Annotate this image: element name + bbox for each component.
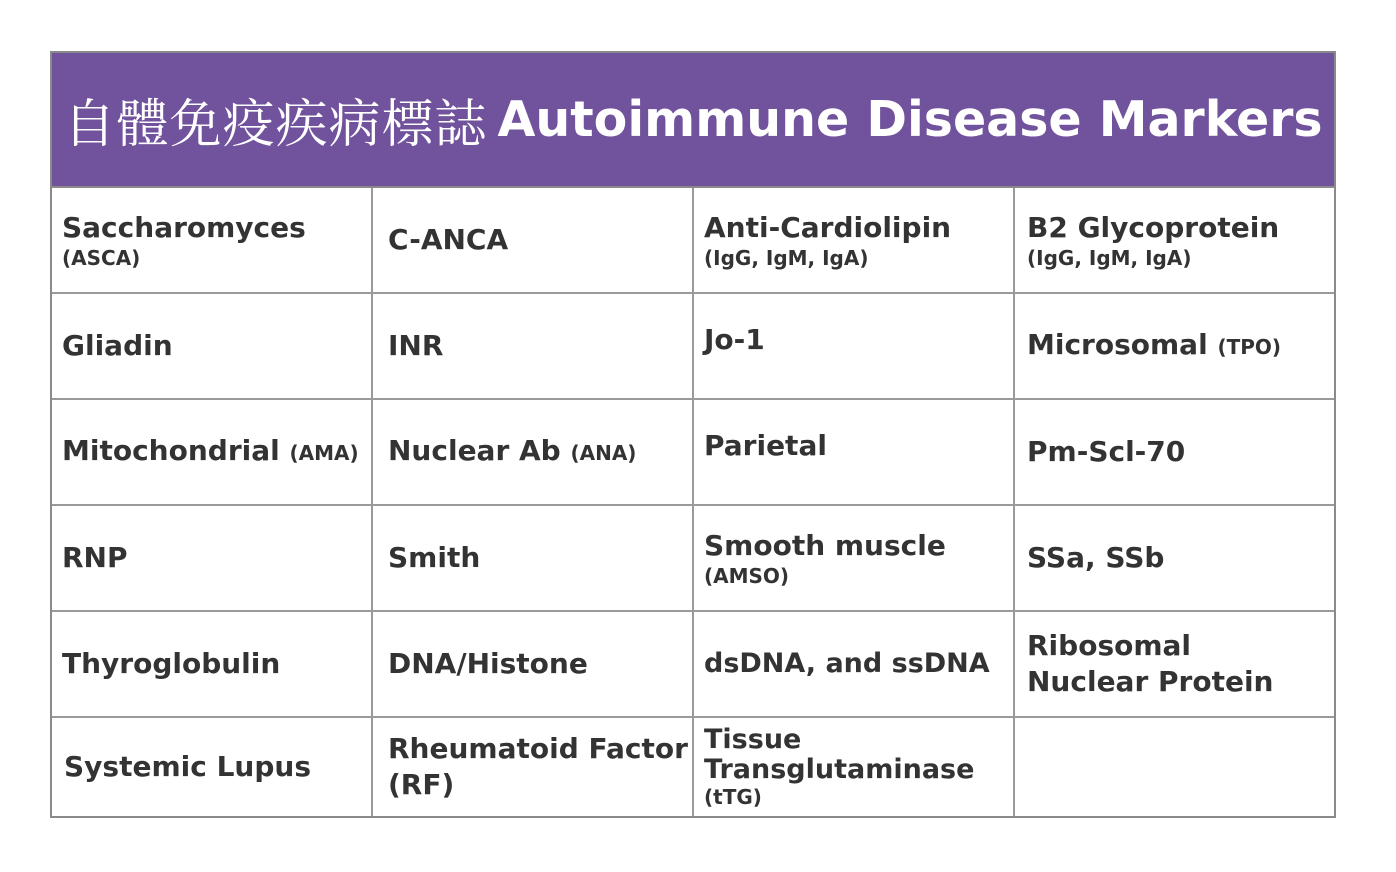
table-cell	[373, 612, 694, 718]
table-cell	[694, 188, 1015, 294]
table-cell	[1015, 400, 1334, 506]
title-english: Autoimmune Disease Markers	[497, 91, 1323, 148]
marker-name-line	[1027, 327, 1326, 365]
table-cell	[373, 506, 694, 612]
marker-name: Thyroglobulin	[62, 647, 281, 680]
marker-name-line	[62, 433, 363, 471]
marker-abbreviation: (tTG)	[704, 785, 762, 809]
marker-name: Tissue	[704, 724, 802, 755]
marker-name: Anti-Cardiolipin	[704, 211, 952, 244]
table-cell	[373, 718, 694, 816]
marker-name-continued: Transglutaminase	[704, 754, 975, 785]
table-cell-empty	[1015, 718, 1334, 816]
marker-name: RNP	[62, 541, 128, 574]
marker-name: Nuclear Ab	[388, 434, 561, 467]
marker-name: Jo-1	[704, 323, 765, 356]
marker-abbreviation: (IgG, IgM, IgA)	[704, 246, 869, 270]
table-cell	[694, 718, 1015, 816]
marker-abbreviation: (IgG, IgM, IgA)	[1027, 246, 1192, 270]
table-cell	[1015, 612, 1334, 718]
marker-name: Ribosomal	[1027, 629, 1192, 662]
table-cell	[1015, 188, 1334, 294]
marker-name: DNA/Histone	[388, 647, 588, 680]
marker-name: Parietal	[704, 429, 827, 462]
marker-abbreviation: (AMSO)	[704, 564, 790, 588]
table-cell	[694, 294, 1015, 400]
marker-name: Smith	[388, 541, 481, 574]
marker-name-continued: (RF)	[388, 768, 455, 801]
table-cell	[694, 506, 1015, 612]
table-cell	[52, 612, 373, 718]
marker-name: INR	[388, 329, 444, 362]
markers-table	[50, 51, 1336, 818]
marker-name: Gliadin	[62, 329, 173, 362]
marker-name: Pm-Scl-70	[1027, 435, 1186, 468]
marker-name: SSa, SSb	[1027, 541, 1165, 574]
marker-name: Rheumatoid Factor	[388, 732, 688, 765]
table-cell	[694, 400, 1015, 506]
markers-grid	[52, 188, 1334, 816]
marker-name: Mitochondrial	[62, 434, 280, 467]
table-cell	[373, 294, 694, 400]
marker-name: dsDNA, and ssDNA	[704, 648, 990, 679]
table-cell	[52, 506, 373, 612]
table-cell	[52, 718, 373, 816]
table-cell	[373, 188, 694, 294]
table-cell	[52, 400, 373, 506]
table-title	[52, 53, 1334, 188]
marker-name-line	[388, 433, 684, 471]
marker-name: C-ANCA	[388, 223, 509, 256]
marker-name: Smooth muscle	[704, 529, 946, 562]
marker-abbreviation: (AMA)	[289, 441, 359, 465]
marker-name: B2 Glycoprotein	[1027, 211, 1280, 244]
table-cell	[373, 400, 694, 506]
marker-name: Systemic Lupus	[64, 750, 311, 783]
table-cell	[1015, 506, 1334, 612]
marker-abbreviation: (ASCA)	[62, 246, 141, 270]
table-cell	[1015, 294, 1334, 400]
marker-name: Saccharomyces	[62, 211, 306, 244]
table-cell	[52, 294, 373, 400]
title-chinese: 自體免疫疾病標誌	[63, 95, 488, 155]
table-cell	[694, 612, 1015, 718]
table-cell	[52, 188, 373, 294]
marker-abbreviation: (ANA)	[570, 441, 637, 465]
marker-name-continued: Nuclear Protein	[1027, 665, 1274, 698]
marker-name: Microsomal	[1027, 328, 1208, 361]
marker-abbreviation: (TPO)	[1217, 335, 1282, 359]
